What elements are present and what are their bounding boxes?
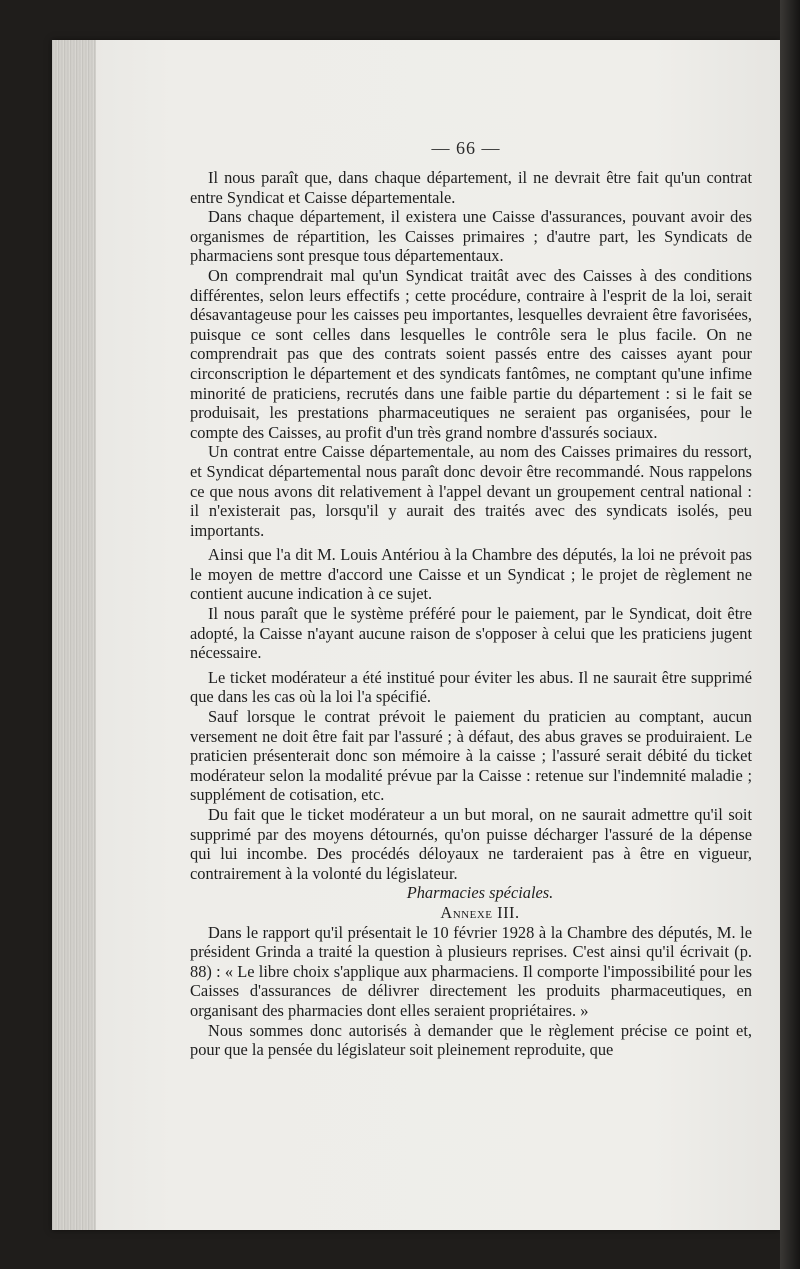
paragraph: Du fait que le ticket modérateur a un but moral, on ne saurait admettre qu'il soit supprimé par des moyens détournés, qu'on puisse décharger l'assuré de la dépense qui lui incombe. Des procédés déloyaux ne tarderaient pas à être en vigueur, contrairement à la volonté du législateur. <box>190 805 752 883</box>
book-cover-edge <box>780 0 800 1269</box>
page-binding-edge <box>52 40 96 1230</box>
paragraph: Dans chaque département, il existera une Caisse d'assurances, pouvant avoir des organismes de répartition, les Caisses primaires ; d'autre part, les Syndicats de pharmaciens sont presque tous départementaux. <box>190 207 752 266</box>
paragraph: Sauf lorsque le contrat prévoit le paiement du praticien au comptant, aucun versement ne doit être fait par l'assuré ; à défaut, des abus graves se produiraient. Le praticien présenterait donc son mémoire à la caisse ; l'assuré serait débité du ticket modérateur selon la modalité prévue par la Caisse : retenue sur l'indemnité maladie ; supplément de cotisation, etc. <box>190 707 752 805</box>
paragraph: Nous sommes donc autorisés à demander que le règlement précise ce point et, pour que la pensée du législateur soit pleinement reproduite, que <box>190 1020 752 1060</box>
section-subtitle: Annexe III. <box>440 902 520 922</box>
paragraph: Un contrat entre Caisse départementale, au nom des Caisses primaires du ressort, et Syndicat départemental nous paraît donc devoir être recommandé. Nous rappelons ce que nous avons dit relativement à l'appel devant un groupement central national : il n'existerait pas, lorsqu'il y aurait des traités avec des syndicats isolés, peu importants. <box>190 442 752 540</box>
paragraph: On comprendrait mal qu'un Syndicat traitât avec des Caisses à des conditions différentes, selon leurs effectifs ; cette procédure, contraire à l'esprit de la loi, serait désavantageuse pour les caisses peu importantes, lesquelles devraient être favorisées, puisque ce sont celles dans lesquelles le contrôle sera le plus facile. On ne comprendrait pas que des contrats soient passés entre des caisses ayant pour circonscription le département et des syndicats fantômes, ne comptant qu'une infime minorité de praticiens, recrutés dans une faible partie du département : si le fait se produisait, les prestations pharmaceutiques ne seraient pas organisées, pour le compte des Caisses, au profit d'un très grand nombre d'assurés sociaux. <box>190 265 752 442</box>
page-number: — 66 — <box>431 138 501 158</box>
paragraph: Ainsi que l'a dit M. Louis Antériou à la Chambre des députés, la loi ne prévoit pas le moyen de mettre d'accord une Caisse et un Syndicat ; le projet de règlement ne contient aucune indication à ce sujet. <box>190 545 752 604</box>
paragraph: Il nous paraît que, dans chaque département, il ne devrait être fait qu'un contrat entre Syndicat et Caisse départementale. <box>190 168 752 207</box>
body-text <box>190 168 752 1060</box>
paragraph: Le ticket modérateur a été institué pour éviter les abus. Il ne saurait être supprimé que dans les cas où la loi l'a spécifié. <box>190 667 752 707</box>
paragraph: Il nous paraît que le système préféré pour le paiement, par le Syndicat, doit être adopté, la Caisse n'ayant aucune raison de s'opposer à celui que les praticiens jugent nécessaire. <box>190 604 752 663</box>
section-title: Pharmacies spéciales. <box>406 883 554 903</box>
paragraph: Dans le rapport qu'il présentait le 10 février 1928 à la Chambre des députés, M. le président Grinda a traité la question à plusieurs reprises. C'est ainsi qu'il écrivait (p. 88) : « Le libre choix s'applique aux pharmaciens. Il comporte l'impossibilité pour les Caisses d'assurances de délivrer directement les produits pharmaceutiques, en organisant des pharmacies dont elles seraient propriétaires. » <box>190 922 752 1020</box>
